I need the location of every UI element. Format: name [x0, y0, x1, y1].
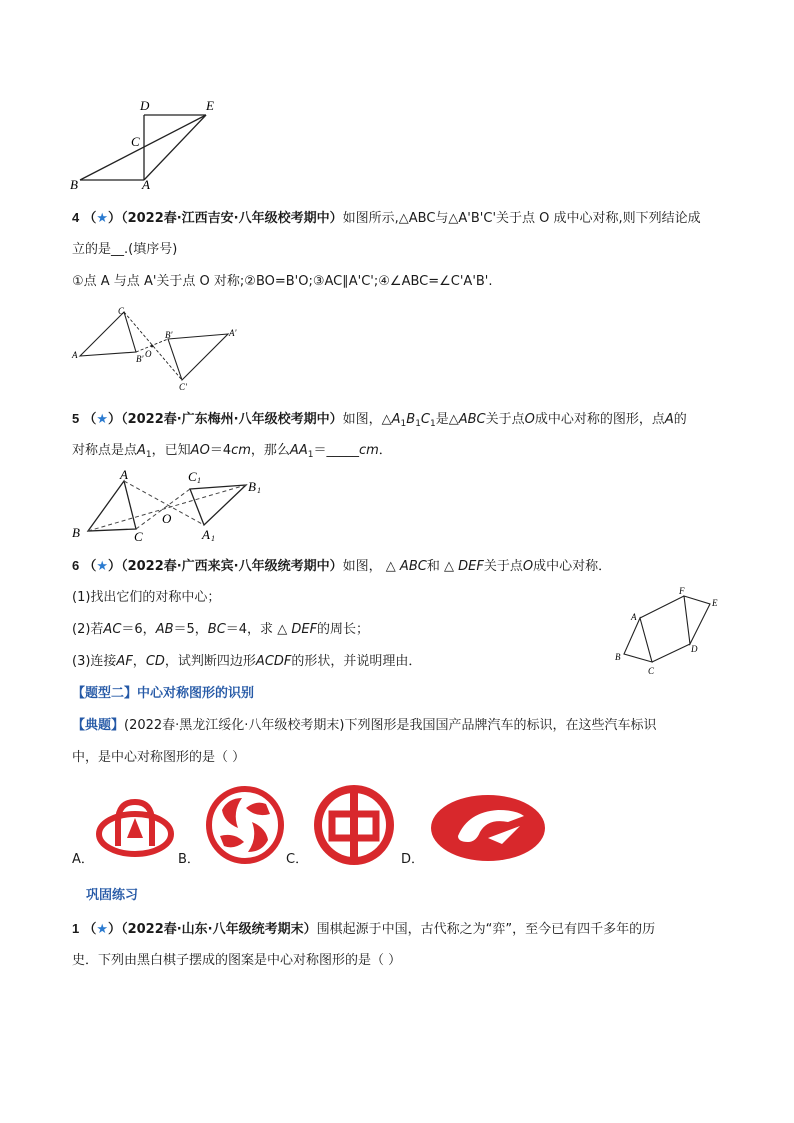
q5-line2: 对称点是点$A_1$，已知AO＝4cm，那么$AA_1=\_\_\_\_\_cm$． — [72, 443, 392, 460]
star-icon: ★ — [96, 922, 109, 937]
label-e: E — [206, 98, 214, 113]
label-d: D — [140, 98, 150, 113]
label-b: B — [70, 177, 78, 192]
option-d-label[interactable]: D． — [401, 852, 425, 867]
logo-option-d — [428, 792, 548, 864]
option-c-label[interactable]: C． — [286, 852, 309, 867]
label-a: A — [142, 177, 150, 192]
fig-q6-label-d: D — [691, 644, 698, 654]
star-icon: ★ — [96, 412, 109, 427]
practice-line1: 1 （★）（2022春·山东·八年级统考期末）围棋起源于中国，古代称之为“弈”，至今已有四千多年的历 — [72, 921, 656, 937]
fig-q4-label-c: C — [118, 306, 125, 316]
q4-source: （2022春·江西吉安·八年级校考期中） — [121, 211, 343, 226]
practice-number: 1 — [72, 921, 80, 936]
figure-q5-triangles — [68, 467, 268, 545]
fig-q6-label-a: A — [631, 612, 637, 622]
q5-number: 5 — [72, 411, 80, 426]
type2-line1 — [72, 717, 657, 735]
logo-option-c — [308, 782, 400, 868]
fig-q5-label-b1-sub: 1 — [257, 486, 261, 495]
logo-option-b — [204, 784, 286, 866]
figure-parallelogram-dbea — [66, 96, 226, 196]
fig-q5-label-c: C — [134, 529, 143, 544]
fig-q5-label-b: B — [72, 525, 80, 540]
q5-source: （2022春·广东梅州·八年级校考期中） — [121, 412, 343, 427]
q6-sub3: (3)连接AF，CD，试判断四边形ACDF的形状，并说明理由． — [72, 654, 422, 669]
q6-sub2: (2)若AC＝6，AB＝5，BC＝4，求 △ DEF的周长； — [72, 622, 370, 637]
fig-q5-label-a1-sub: 1 — [211, 534, 215, 543]
q6-line1: 6 （★）（2022春·广西来宾·八年级统考期中）如图， △ ABC和 △ DEF关于点O成中心对称． — [72, 558, 612, 574]
practice-source: （2022春·山东·八年级统考期末） — [121, 922, 317, 937]
q4-text-1: 如图所示,△ABC与△A'B'C'关于点 O 成中心对称,则下列结论成 — [342, 211, 701, 226]
fig-q6-label-e: E — [712, 598, 718, 608]
fig-q5-label-a: A — [120, 467, 128, 482]
fig-q5-label-o: O — [162, 511, 172, 526]
practice-line2: 史．下列由黑白棋子摆成的图案是中心对称图形的是（ ） — [72, 953, 402, 968]
q4-number: 4 — [72, 210, 80, 225]
q4-line3: ①点 A 与点 A'关于点 O 对称;②BO=B'O;③AC∥A'C';④∠ABC=∠C'A'B'. — [72, 274, 493, 289]
star-icon: ★ — [96, 211, 109, 226]
figure-q4-triangles — [66, 304, 246, 392]
type2-source: (2022春·黑龙江绥化·八年级校考期末) — [124, 718, 345, 733]
fig-q5-label-c1-sub: 1 — [197, 476, 201, 485]
fig-q4-label-bp: B' — [165, 330, 173, 340]
fig-q4-label-ap: A' — [229, 328, 237, 338]
fig-q4-label-b: B' — [136, 354, 144, 364]
fig-q6-label-f: F — [679, 586, 685, 596]
star-icon: ★ — [96, 559, 109, 574]
q4-line1: 4 （★）（2022春·江西吉安·八年级校考期中）如图所示,△ABC与△A'B'C'关于点 O 成中心对称,则下列结论成 — [72, 210, 701, 226]
q6-number: 6 — [72, 558, 80, 573]
option-a-label[interactable]: A． — [72, 852, 94, 867]
fig-q5-label-c1: C — [188, 469, 197, 484]
q6-sub1: (1)找出它们的对称中心； — [72, 590, 221, 605]
q6-source: （2022春·广西来宾·八年级统考期中） — [121, 559, 343, 574]
fig-q4-label-a: A — [72, 350, 78, 360]
q5-line1: 5 （★）（2022春·广东梅州·八年级校考期中）如图，$\triangle A_1B_1C_1$是△ABC关于点O成中心对称的图形，点A的 — [72, 411, 687, 429]
section-heading-type2: 【题型二】中心对称图形的识别 — [72, 686, 255, 701]
logo-option-a — [94, 794, 176, 864]
type2-text-1: 下列图形是我国国产品牌汽车的标识，在这些汽车标识 — [344, 718, 657, 733]
fig-q6-label-b: B — [615, 652, 621, 662]
type2-tag: 【典题】 — [72, 718, 125, 733]
option-b-label[interactable]: B． — [178, 852, 200, 867]
fig-q4-label-cp: C' — [179, 382, 187, 392]
fig-q4-label-o: O — [145, 349, 152, 359]
fig-q6-label-c: C — [648, 666, 655, 676]
fig-q5-label-b1: B — [248, 479, 256, 494]
fig-q5-label-a1: A — [202, 527, 210, 542]
q4-line2: 立的是__.(填序号) — [72, 242, 178, 257]
figure-q6-hexagon — [610, 584, 730, 680]
practice-text-1: 围棋起源于中国，古代称之为“弈”，至今已有四千多年的历 — [316, 922, 656, 937]
label-c: C — [131, 134, 140, 149]
type2-line2: 中，是中心对称图形的是（ ） — [72, 750, 246, 765]
section-heading-practice: 巩固练习 — [86, 888, 139, 903]
